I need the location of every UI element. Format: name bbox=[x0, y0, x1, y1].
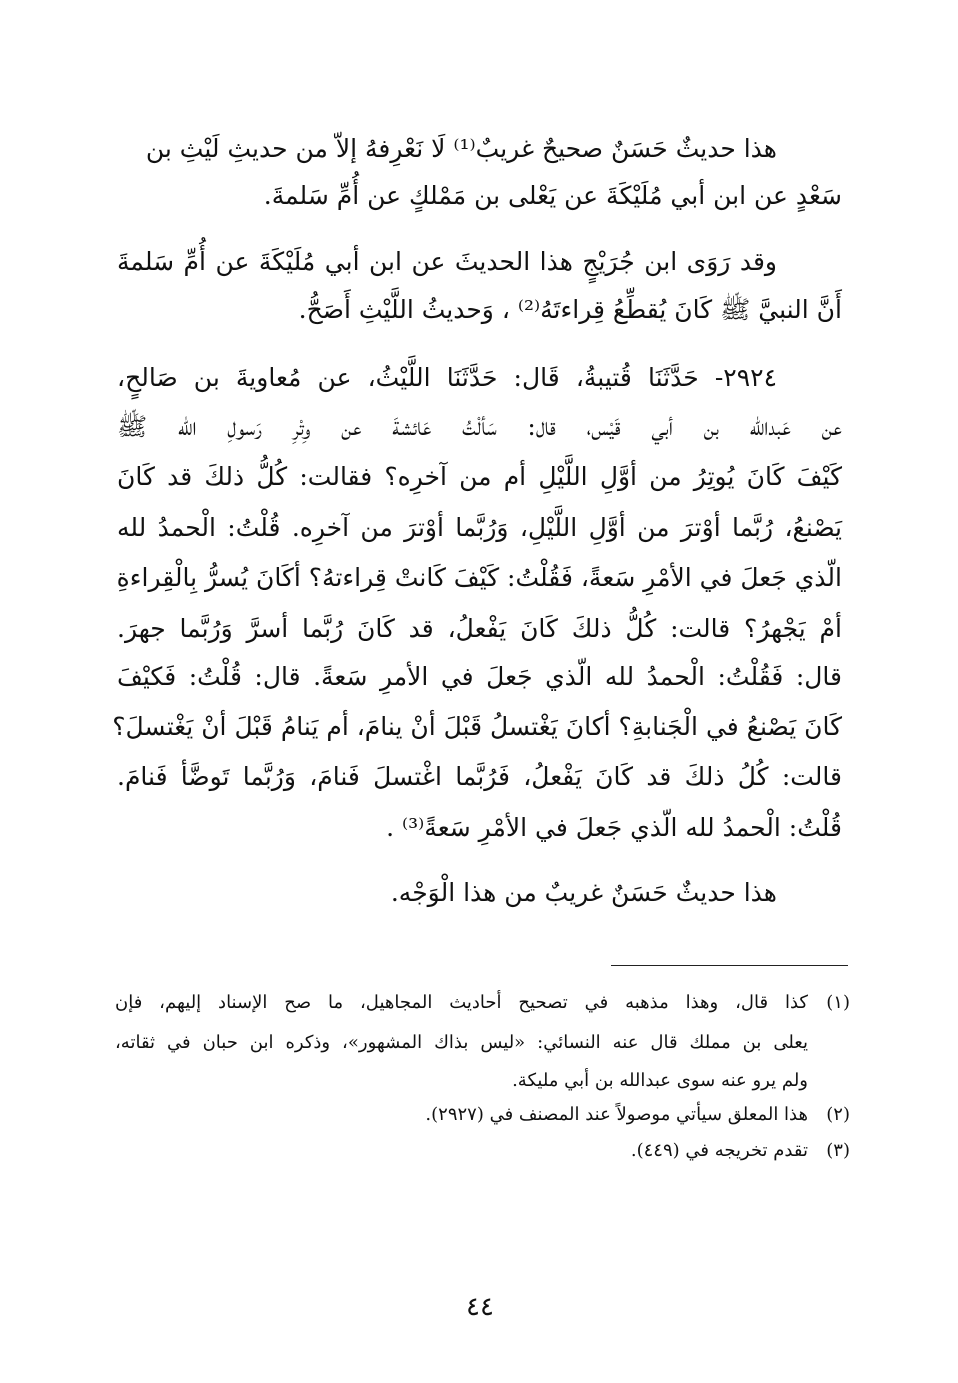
footnote-marker: (٣) bbox=[826, 1140, 850, 1161]
paragraph-line: وقد رَوَى ابن جُرَيْجٍ هذا الحديثَ عن ابن أبي مُلَيْكَةَ عن أُمِّ سَلمةَ bbox=[117, 247, 777, 276]
paragraph-line: كَانَ يَصْنعُ في الْجَنابةِ؟ أكانَ يَغْتسلُ قَبْلَ أنْ ينامَ، أم يَنامُ قَبْلَ أنْ يَغْتسلَ؟ bbox=[112, 712, 842, 741]
paragraph-line: عن عَبدالله بن أبي قَيْس، قال: سَألْتُ عَائشةَ عن وِتْرِ رَسولِ الله ﷺ bbox=[117, 412, 842, 441]
paragraph-line: أمْ يَجْهرُ؟ قالت: كُلُّ ذلكَ كَانَ يَفْعلُ، قد كَانَ رُبَّما أسرَّ وَرُبَّما جهرَ. bbox=[117, 614, 842, 643]
paragraph-line: الّذي جَعلَ في الأمْرِ سَعةً، فَقُلْتُ: كَيْفَ كَانتْ قِراءتهُ؟ أكَانَ يُسرُّ بِالْقِراءةِ bbox=[116, 563, 842, 592]
paragraph-line: قالت: كُلُ ذلكَ قد كَانَ يَفْعلُ، فَرُبَّما اغْتسلَ فَنامَ، وَرُبَّما تَوضَّأ فَنامَ. bbox=[117, 762, 842, 791]
footnote-line: هذا المعلق سيأتي موصولاً عند المصنف في (٢٩٢٧). bbox=[425, 1104, 808, 1125]
footnote-line: ولم يرو عنه سوى عبدالله بن أبي مليكة. bbox=[512, 1070, 808, 1091]
footnote-marker: (٢) bbox=[826, 1104, 850, 1125]
paragraph-line: هذا حديثٌ حَسَنٌ غريبٌ من هذا الْوَجْه. bbox=[390, 878, 777, 907]
paragraph-line: يَصْنعُ، رُبَّما أوْترَ من أوَّلِ اللَّيْلِ، وَرُبَّما أوْترَ من آخرِه. قُلْتُ: الْحمدُ لله bbox=[117, 513, 842, 542]
paragraph-line: قال: فَقُلْتُ: الْحمدُ لله الّذي جَعلَ في الأمرِ سَعةً. قال: قُلْتُ: فَكيْفَ bbox=[117, 662, 842, 691]
paragraph-line: قُلْتُ: الْحمدُ لله الّذي جَعلَ في الأمْرِ سَعةً⁽³⁾ . bbox=[386, 813, 842, 842]
paragraph-line: سَعْدٍ عن ابن أبي مُلَيْكَةَ عن يَعْلى بن مَمْلكٍ عن أُمِّ سَلمةَ. bbox=[263, 181, 842, 210]
footnote-line: تقدم تخريجه في (٤٤٩). bbox=[630, 1140, 808, 1161]
paragraph-line: هذا حديثٌ حَسَنٌ صحيحٌ غريبٌ⁽¹⁾ لَا نَعْرِفهُ إلاّ من حديثِ لَيْثِ بن bbox=[145, 134, 777, 163]
paragraph-line: أَنَّ النبيَّ ﷺ كَانَ يُقطِّعُ قِراءتَهُ⁽²⁾ ، وَحديثُ اللَّيْثِ أَصَحُّ. bbox=[298, 295, 842, 324]
footnote-line: كذا قال، وهذا مذهبه في تصحيح أحاديث المجاهيل، ما صح الإسناد إليهم، فإن bbox=[115, 992, 808, 1013]
footnote-line: يعلى بن مملك قال عنه النسائي: «ليس بذاك المشهور»، وذكره ابن حبان في ثقاته، bbox=[115, 1032, 808, 1053]
hadith-number-line: ٢٩٢٤- حَدَّثَنَا قُتيبةُ، قَال: حَدَّثَنَا اللَّيْثُ، عن مُعاويةَ بن صَالحٍ، bbox=[117, 363, 777, 392]
footnote-separator bbox=[611, 965, 848, 966]
page-number: ٤٤ bbox=[466, 1292, 494, 1322]
footnote-marker: (١) bbox=[826, 992, 850, 1013]
paragraph-line: كَيْفَ كَانَ يُوتِرُ من أوَّلِ اللَّيْلِ أم من آخرِه؟ فقالت: كُلُّ ذلكَ قد كَانَ bbox=[117, 462, 842, 491]
